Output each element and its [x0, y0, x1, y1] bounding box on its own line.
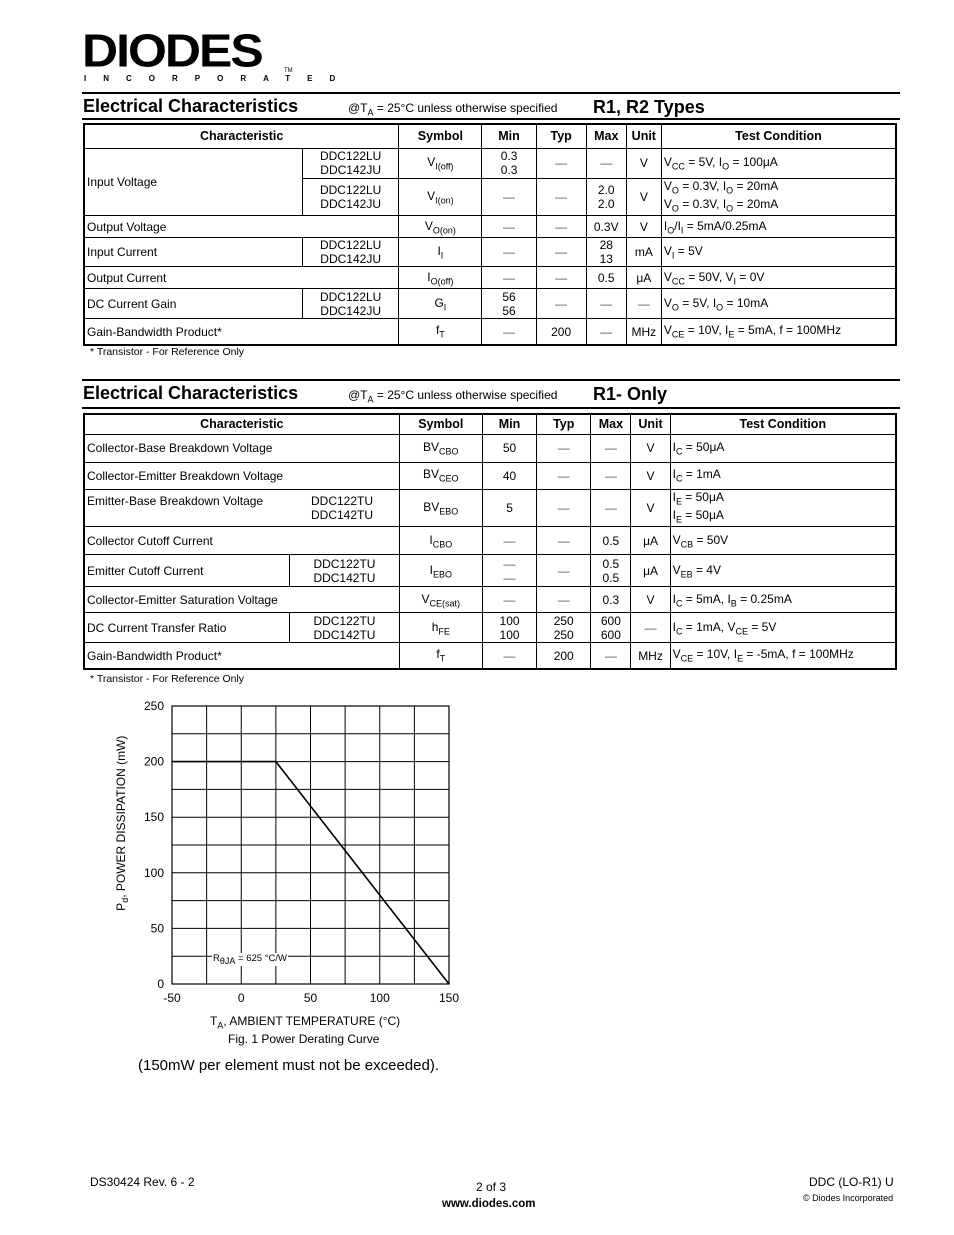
table-row: Input Voltage DDC122LU DDC142JU $V_{I(off)}$ 0.3 0.3 — — V $V_{CC} = 5V$, $I_O = 100\mu A$: [84, 148, 896, 178]
y-tick-label: 250: [143, 699, 164, 713]
table-row: Emitter Cutoff Current DDC122TU DDC142TU $I_{EBO}$ — — — 0.5 0.5 μA $V_{EB} = 4V$: [84, 555, 896, 587]
table-row: Input Current DDC122LU DDC142JU $I_I$ — — 28 13 mA $V_I = 5V$: [84, 238, 896, 267]
power-derating-chart: [110, 695, 470, 1055]
section-title: Electrical Characteristics: [83, 383, 299, 403]
y-tick-label: 200: [143, 754, 164, 769]
part-number: DDC (LO-R1) U: [809, 1175, 894, 1189]
section-rule-bottom: [82, 407, 900, 409]
header-min: Min: [482, 124, 536, 148]
y-axis-label: $P_d$, POWER DISSIPATION (mW): [113, 735, 131, 911]
chart-note: (150mW per element must not be exceeded).: [138, 1057, 439, 1074]
logo-trademark: TM: [284, 68, 293, 74]
chart-title: Fig. 1 Power Derating Curve: [228, 1032, 380, 1046]
y-tick-label: 100: [143, 865, 164, 880]
thermal-resistance-annotation: $R_{\theta JA} = 625$ °C/W: [213, 953, 287, 966]
y-tick-label: 50: [150, 921, 164, 936]
website-link[interactable]: www.diodes.com: [442, 1198, 536, 1210]
footnote: * Transistor - For Reference Only: [90, 673, 245, 685]
table-row: Collector-Emitter Breakdown Voltage $BV_{CEO}$ 40 — — V $I_C = 1mA$: [84, 462, 896, 489]
x-tick-label: 100: [369, 991, 390, 1005]
section-rule-top: [82, 379, 900, 381]
section-rule-bottom: [82, 118, 900, 120]
header-max: Max: [586, 124, 626, 148]
table-row: DDC122LU DDC142JU $V_{I(on)}$ — — 2.0 2.0 V $V_O = 0.3V$, $I_O = 20mA$ $V_O = 0.3V$, $I_O = 20mA$: [84, 178, 896, 216]
header-max: Max: [591, 414, 631, 434]
section-condition: $@T_A = 25^\circ C$ unless otherwise specified: [348, 101, 558, 118]
header-unit: Unit: [626, 124, 661, 148]
company-logo: DIODES: [82, 25, 262, 77]
table-row: DC Current Gain DDC122LU DDC142JU $G_I$ 56 56 — — — $V_O = 5V$, $I_O = 10mA$: [84, 289, 896, 319]
header-symbol: Symbol: [399, 414, 482, 434]
table-row: Collector-Base Breakdown Voltage $BV_{CBO}$ 50 — — V $I_C = 50\mu A$: [84, 434, 896, 462]
table-row: Gain-Bandwidth Product* $f_T$ — 200 — MHz $V_{CE} = 10V$, $I_E = -5mA$, f = 100MHz: [84, 643, 896, 669]
table-row: Gain-Bandwidth Product* $f_T$ — 200 — MHz $V_{CE} = 10V$, $I_E = 5mA$, f = 100MHz: [84, 319, 896, 345]
header-characteristic: Characteristic: [84, 414, 399, 434]
document-number: DS30424 Rev. 6 - 2: [90, 1175, 195, 1189]
section-condition: $@T_A = 25^\circ C$ unless otherwise specified: [348, 388, 558, 405]
table-row: Collector Cutoff Current $I_{CBO}$ — — 0.5 μA $V_{CB} = 50V$: [84, 527, 896, 555]
header-test-condition: Test Condition: [661, 124, 896, 148]
section-title: Electrical Characteristics: [83, 96, 299, 116]
header-symbol: Symbol: [399, 124, 482, 148]
header-unit: Unit: [631, 414, 670, 434]
x-tick-label: 0: [237, 991, 245, 1005]
table-row: Output Voltage $V_{O(on)}$ — — 0.3V V $I_O/I_I = 5mA/0.25mA$: [84, 216, 896, 238]
x-tick-label: 150: [438, 991, 460, 1005]
section-rule-top: [82, 92, 900, 94]
table-row: DC Current Transfer Ratio DDC122TU DDC142TU $h_{FE}$ 100 100 250 250 600 600 — $I_C = 1mA$, $V_{CE} = 5V$: [84, 613, 896, 643]
header-min: Min: [482, 414, 536, 434]
header-test-condition: Test Condition: [670, 414, 896, 434]
y-tick-label: 0: [157, 977, 164, 991]
table-row: Emitter-Base Breakdown Voltage DDC122TU DDC142TU $BV_{EBO}$ 5 — — V $I_E = 50\mu A$ $I_E = 50\mu A$: [84, 489, 896, 527]
copyright: © Diodes Incorporated: [803, 1193, 894, 1203]
logo-subtitle: INCORPORATED: [84, 74, 353, 83]
header-characteristic: Characteristic: [84, 124, 399, 148]
x-tick-label: -50: [163, 991, 181, 1005]
electrical-characteristics-table-r1r2: [83, 123, 897, 346]
header-typ: Typ: [536, 124, 586, 148]
table-row: Output Current $I_{O(off)}$ — — 0.5 μA $V_{CC} = 50V$, $V_I = 0V$: [84, 267, 896, 289]
page-number: 2 of 3: [476, 1180, 507, 1194]
table-row: Collector-Emitter Saturation Voltage $V_{CE(sat)}$ — — 0.3 V $I_C = 5mA$, $I_B = 0.25mA$: [84, 587, 896, 613]
section-types: R1- Only: [593, 384, 668, 404]
chart-svg: [110, 695, 470, 1025]
footnote: * Transistor - For Reference Only: [90, 346, 245, 358]
y-tick-label: 150: [143, 810, 164, 825]
electrical-characteristics-table-r1: [83, 413, 897, 670]
section-types: R1, R2 Types: [593, 97, 705, 117]
header-typ: Typ: [537, 414, 591, 434]
x-axis-label: $T_A$, AMBIENT TEMPERATURE (°C): [210, 1014, 401, 1031]
x-tick-label: 50: [303, 991, 318, 1005]
